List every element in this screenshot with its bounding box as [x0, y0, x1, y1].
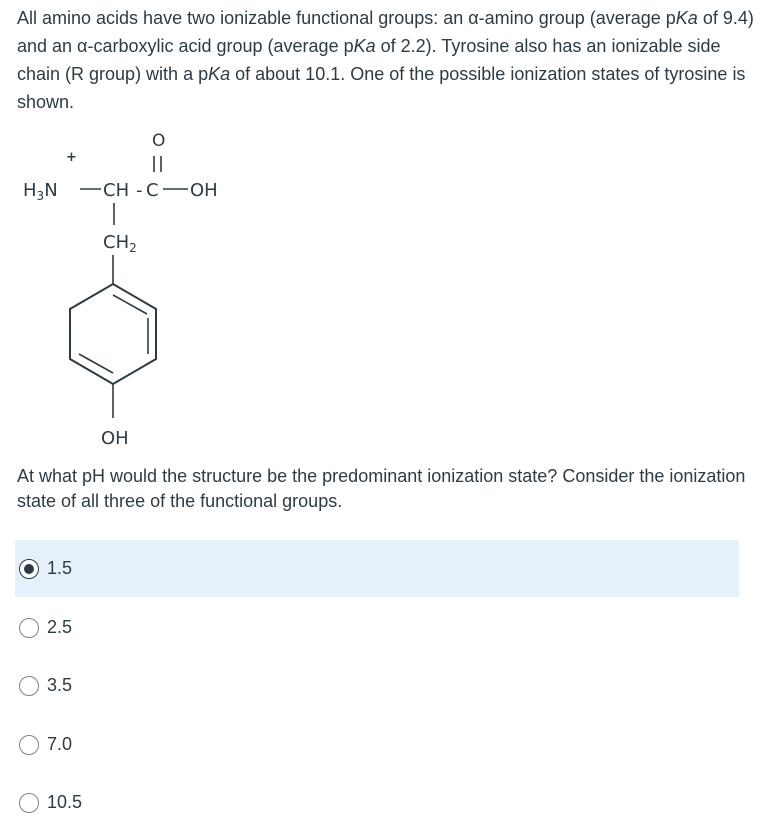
radio-button[interactable]	[19, 735, 39, 755]
radio-button[interactable]	[19, 793, 39, 813]
amino-group: $H_3N$	[23, 180, 58, 203]
methylene-group: $CH_2$	[103, 232, 137, 255]
radio-button[interactable]	[19, 618, 39, 638]
intro-paragraph: All amino acids have two ionizable functional groups: an α-amino group (average pKa of 9.4) and an α-carboxylic acid group (average pKa of 2.2). Tyrosine also has an ionizable side chain (R group) with a pKa of about 10.1. One of the possible ionization states of tyrosine is shown.	[17, 8, 754, 112]
answer-option[interactable]	[15, 774, 739, 831]
answer-label: 2.5	[47, 617, 73, 637]
radio-button[interactable]	[19, 559, 39, 579]
answer-option[interactable]	[15, 657, 739, 714]
carboxyl-hydroxyl: OH	[190, 180, 218, 201]
bond-dash: -	[136, 180, 143, 201]
carboxyl-carbon: C	[146, 180, 159, 201]
answer-label: 1.5	[47, 558, 73, 578]
radio-selected-dot	[24, 564, 34, 574]
answer-label: 7.0	[47, 734, 73, 754]
charge-plus: +	[66, 150, 77, 165]
answer-label: 10.5	[47, 792, 83, 812]
answer-option[interactable]	[15, 599, 739, 656]
answer-option[interactable]	[15, 716, 739, 773]
answer-label: 3.5	[47, 675, 73, 695]
alpha-carbon: CH	[103, 180, 130, 201]
phenol-hydroxyl: OH	[101, 428, 129, 449]
radio-button[interactable]	[19, 676, 39, 696]
tyrosine-structure	[0, 118, 260, 458]
benzene-ring	[70, 284, 156, 384]
carbonyl-oxygen: O	[152, 131, 166, 151]
question-text: At what pH would the structure be the predominant ionization state? Consider the ionization state of all three of the functional groups.	[17, 466, 746, 511]
answer-option[interactable]	[15, 540, 739, 597]
